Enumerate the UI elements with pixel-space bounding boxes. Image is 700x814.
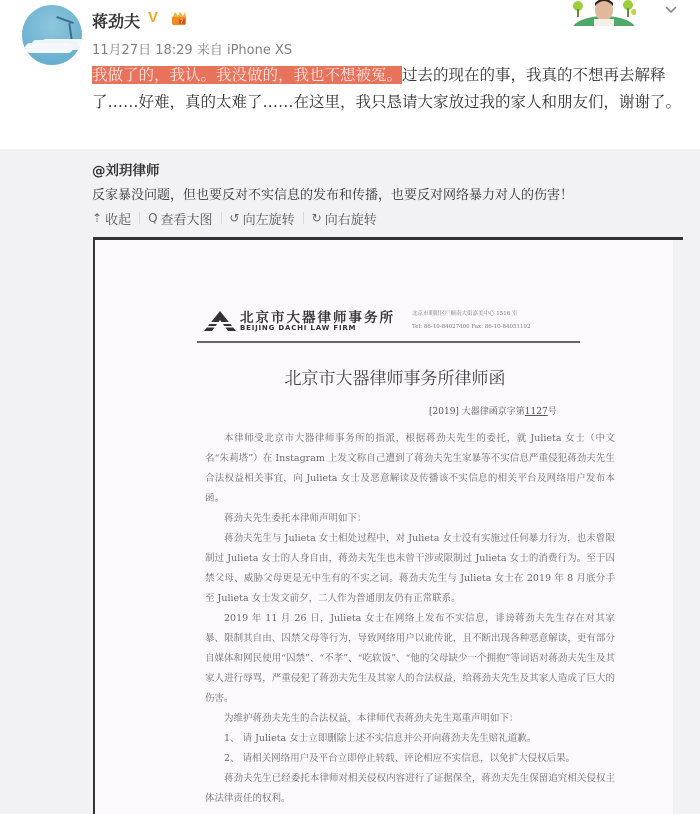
post-text [92,62,682,116]
collapse-up-icon: ⇡ [92,211,103,225]
avatar-lamp-decoration [56,16,74,24]
firm-address: 北京市朝阳区广顺南大街嘉美中心 1516 室 [412,311,518,317]
attached-image[interactable] [93,237,683,814]
letter-reference-number [429,404,557,417]
verified-v-icon[interactable]: V [148,9,159,26]
toolbar-divider [221,212,222,224]
rotate-right-icon: ↻ [311,211,322,225]
crown-icon[interactable] [171,11,187,26]
post-meta [92,39,292,58]
letter-paragraph: 本律师受北京市大器律师事务所的指派，根据蒋劲夫先生的委托，就 Julieta 女士（中文名“朱莉塔”）在 Instagram 上发文称自己遭到了蒋劲夫先生家暴等不实信息严重侵犯蒋劲夫先生合法权益相关事宜，向 Julieta 女士及恶意解读及传播该不实信息的相关平台及网络用户发布本函。 [205,433,615,504]
repost-container [0,149,700,814]
letter-paragraph: 1、 请 Julieta 女士立即删除上述不实信息并公开向蒋劲夫先生赔礼道歉。 [224,733,537,744]
svg-text:7: 7 [180,19,184,26]
lawyer-letter-document [95,240,675,814]
collapse-button[interactable] [92,209,131,228]
letter-paragraph: 蒋劲夫先生委托本律师声明如下： [224,513,367,524]
view-large-image-button[interactable] [148,209,212,228]
chevron-down-icon[interactable] [664,3,678,17]
letter-title: 北京市大器律师事务所律师函 [284,369,506,389]
profile-card-decoration-icon [572,0,636,26]
source-prefix: 来自 [196,43,223,58]
repost-text: 反家暴没问题，但也要反对不实信息的发布和传播，也要反对网络暴力对人的伤害！ [92,188,574,203]
firm-tel-fax: Tel: 86-10-84027400 Fax: 86-10-84051192 [412,324,531,330]
rotate-right-button[interactable] [312,209,377,228]
rotate-right-label: 向右旋转 [324,212,377,228]
ref-prefix: [2019] 大器律函京字第 [429,407,525,417]
view-large-image-label: 查看大图 [160,212,213,228]
image-toolbar [92,209,377,227]
letter-paragraph: 蒋劲夫先生与 Julieta 女士相处过程中，对 Julieta 女士没有实施过任何暴力行为，也未曾限制过 Julieta 女士的人身自由，蒋劲夫先生也未曾干涉或限制过 Julieta 女士的消费行为。至于囚禁父母、威胁父母更是无中生有的不实之词。蒋劲夫先生与 Julieta 女士在 2019 年 8 月底分手至 Julieta 女士发文前夕，二人作为普通朋友仍有正常联系。 [205,533,615,604]
firm-name-en: BEIJING DACHI LAW FIRM [240,324,357,332]
letter-paragraph: 2、 请相关网络用户及平台立即停止转载、评论相应不实信息，以免扩大侵权后果。 [224,753,576,764]
post-text-rest: 过去的现在的事，我真的不想再去解释了……好难，真的太难了……在这里，我只恳请大家放过我的家人和朋友们，谢谢了。 [92,66,682,111]
post-source[interactable]: iPhone XS [226,43,293,58]
rotate-left-icon: ↺ [229,211,240,225]
collapse-label: 收起 [105,212,132,228]
letter-paragraph: 为维护蒋劲夫先生的合法权益，本律师代表蒋劲夫先生郑重声明如下： [224,713,519,724]
username-link[interactable]: 蒋劲夫 [92,12,141,31]
rotate-left-label: 向左旋转 [242,212,295,228]
firm-name-cn: 北京市大器律师事务所 [240,310,395,326]
magnifier-icon: Q [148,211,158,225]
toolbar-divider [303,212,304,224]
ref-number: 1127 [524,407,548,417]
ref-suffix: 号 [547,407,557,417]
repost-author-link[interactable]: @刘玥律师 [92,163,160,179]
weibo-post [0,0,700,149]
avatar[interactable] [22,5,82,65]
law-firm-logo-icon [203,310,237,332]
letter-paragraph: 蒋劲夫先生已经委托本律师对相关侵权内容进行了证据保全，蒋劲夫先生保留追究相关侵权主体法律责任的权利。 [205,773,615,804]
selected-text-highlight: 我做了的，我认。我没做的，我也不想被冤。 [92,66,403,84]
rotate-left-button[interactable] [230,209,295,228]
letterhead-rule [197,341,580,343]
toolbar-divider [139,212,140,224]
post-timestamp[interactable]: 11月27日 18:29 [92,43,193,58]
letter-paragraph: 2019 年 11 月 26 日，Julieta 女士在网络上发布不实信息，诽谤蒋劲夫先生存在对其家暴、限制其自由、囚禁父母等行为，导致网络用户以讹传讹，且不断出现各种恶意解读，更有部分自媒体和网民使用“囚禁”、“不孝”、“吃软饭”、“他的父母缺少一个拥抱”等词语对蒋劲夫先生及其家人进行辱骂，严重侵犯了蒋劲夫先生及其家人的合法权益，给蒋劲夫先生及其家人造成了巨大的伤害。 [205,613,615,704]
letter-body [205,429,615,809]
avatar-cloud-decoration [25,43,73,53]
